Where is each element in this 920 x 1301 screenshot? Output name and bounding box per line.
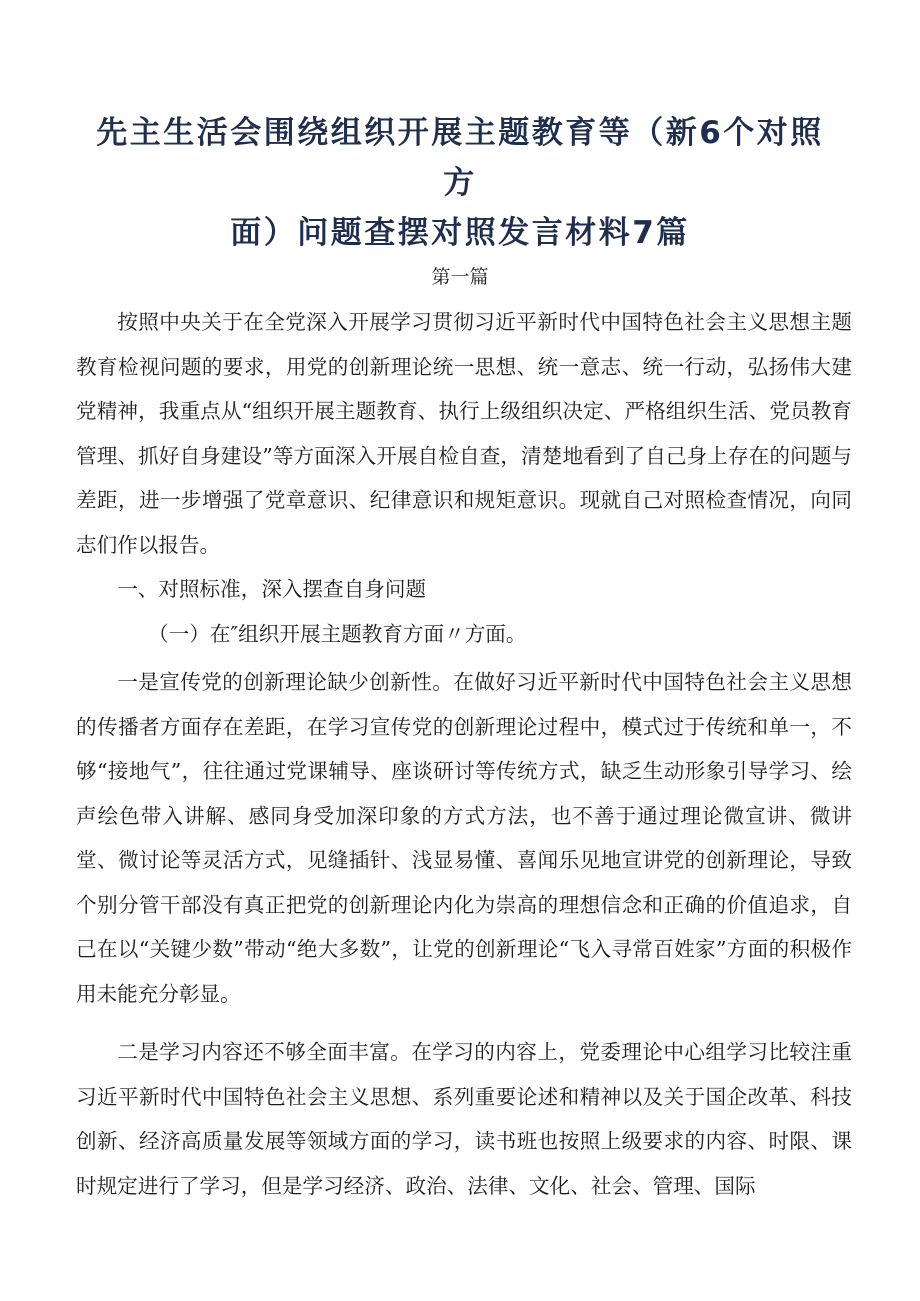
document-body xyxy=(76,300,852,1222)
body-paragraph: 二是学习内容还不够全面丰富。在学习的内容上，党委理论中心组学习比较注重习近平新时代中国特色社会主义思想、系列重要论述和精神以及关于国企改革、科技创新、经济高质量发展等领域方面的学习，读书班也按照上级要求的内容、时限、课时规定进行了学习，但是学习经济、政治、法律、文化、社会、管理、国际 xyxy=(76,1040,852,1198)
intro-paragraph: 按照中央关于在全党深入开展学习贯彻习近平新时代中国特色社会主义思想主题教育检视问题的要求，用党的创新理论统一思想、统一意志、统一行动，弘扬伟大建党精神，我重点从“组织开展主题教育、执行上级组织决定、严格组织生活、党员教育管理、抓好自身建设”等方面深入开展自检自查，清楚地看到了自己身上存在的问题与差距，进一步增强了党章意识、纪律意识和规矩意识。现就自己对照检查情况，向同志们作以报告。 xyxy=(76,310,852,557)
body-paragraph: 一是宣传党的创新理论缺少创新性。在做好习近平新时代中国特色社会主义思想的传播者方面存在差距，在学习宣传党的创新理论过程中，模式过于传统和单一，不够“接地气”，往往通过党课辅导、座谈研讨等传统方式，缺乏生动形象引导学习、绘声绘色带入讲解、感同身受加深印象的方式方法，也不善于通过理论微宣讲、微讲堂、微讨论等灵活方式，见缝插针、浅显易懂、喜闻乐见地宣讲党的创新理论，导致个别分管干部没有真正把党的创新理论内化为崇高的理想信念和正确的价值追求，自己在以“关键少数”带动“绝大多数”，让党的创新理论“飞入寻常百姓家”方面的积极作用未能充分彰显。 xyxy=(76,670,852,1006)
title-line-1: 先主生活会围绕组织开展主题教育等（新6个对照方 xyxy=(96,115,824,201)
heading-level-1: 一、对照标准，深入摆查自身问题 xyxy=(117,577,427,601)
section-label: 第一篇 xyxy=(431,266,489,288)
heading-level-2: （一）在″组织开展主题教育方面〃方面。 xyxy=(148,621,527,646)
document-title xyxy=(90,108,830,258)
title-line-2: 面）问题查摆对照发言材料7篇 xyxy=(230,215,690,251)
